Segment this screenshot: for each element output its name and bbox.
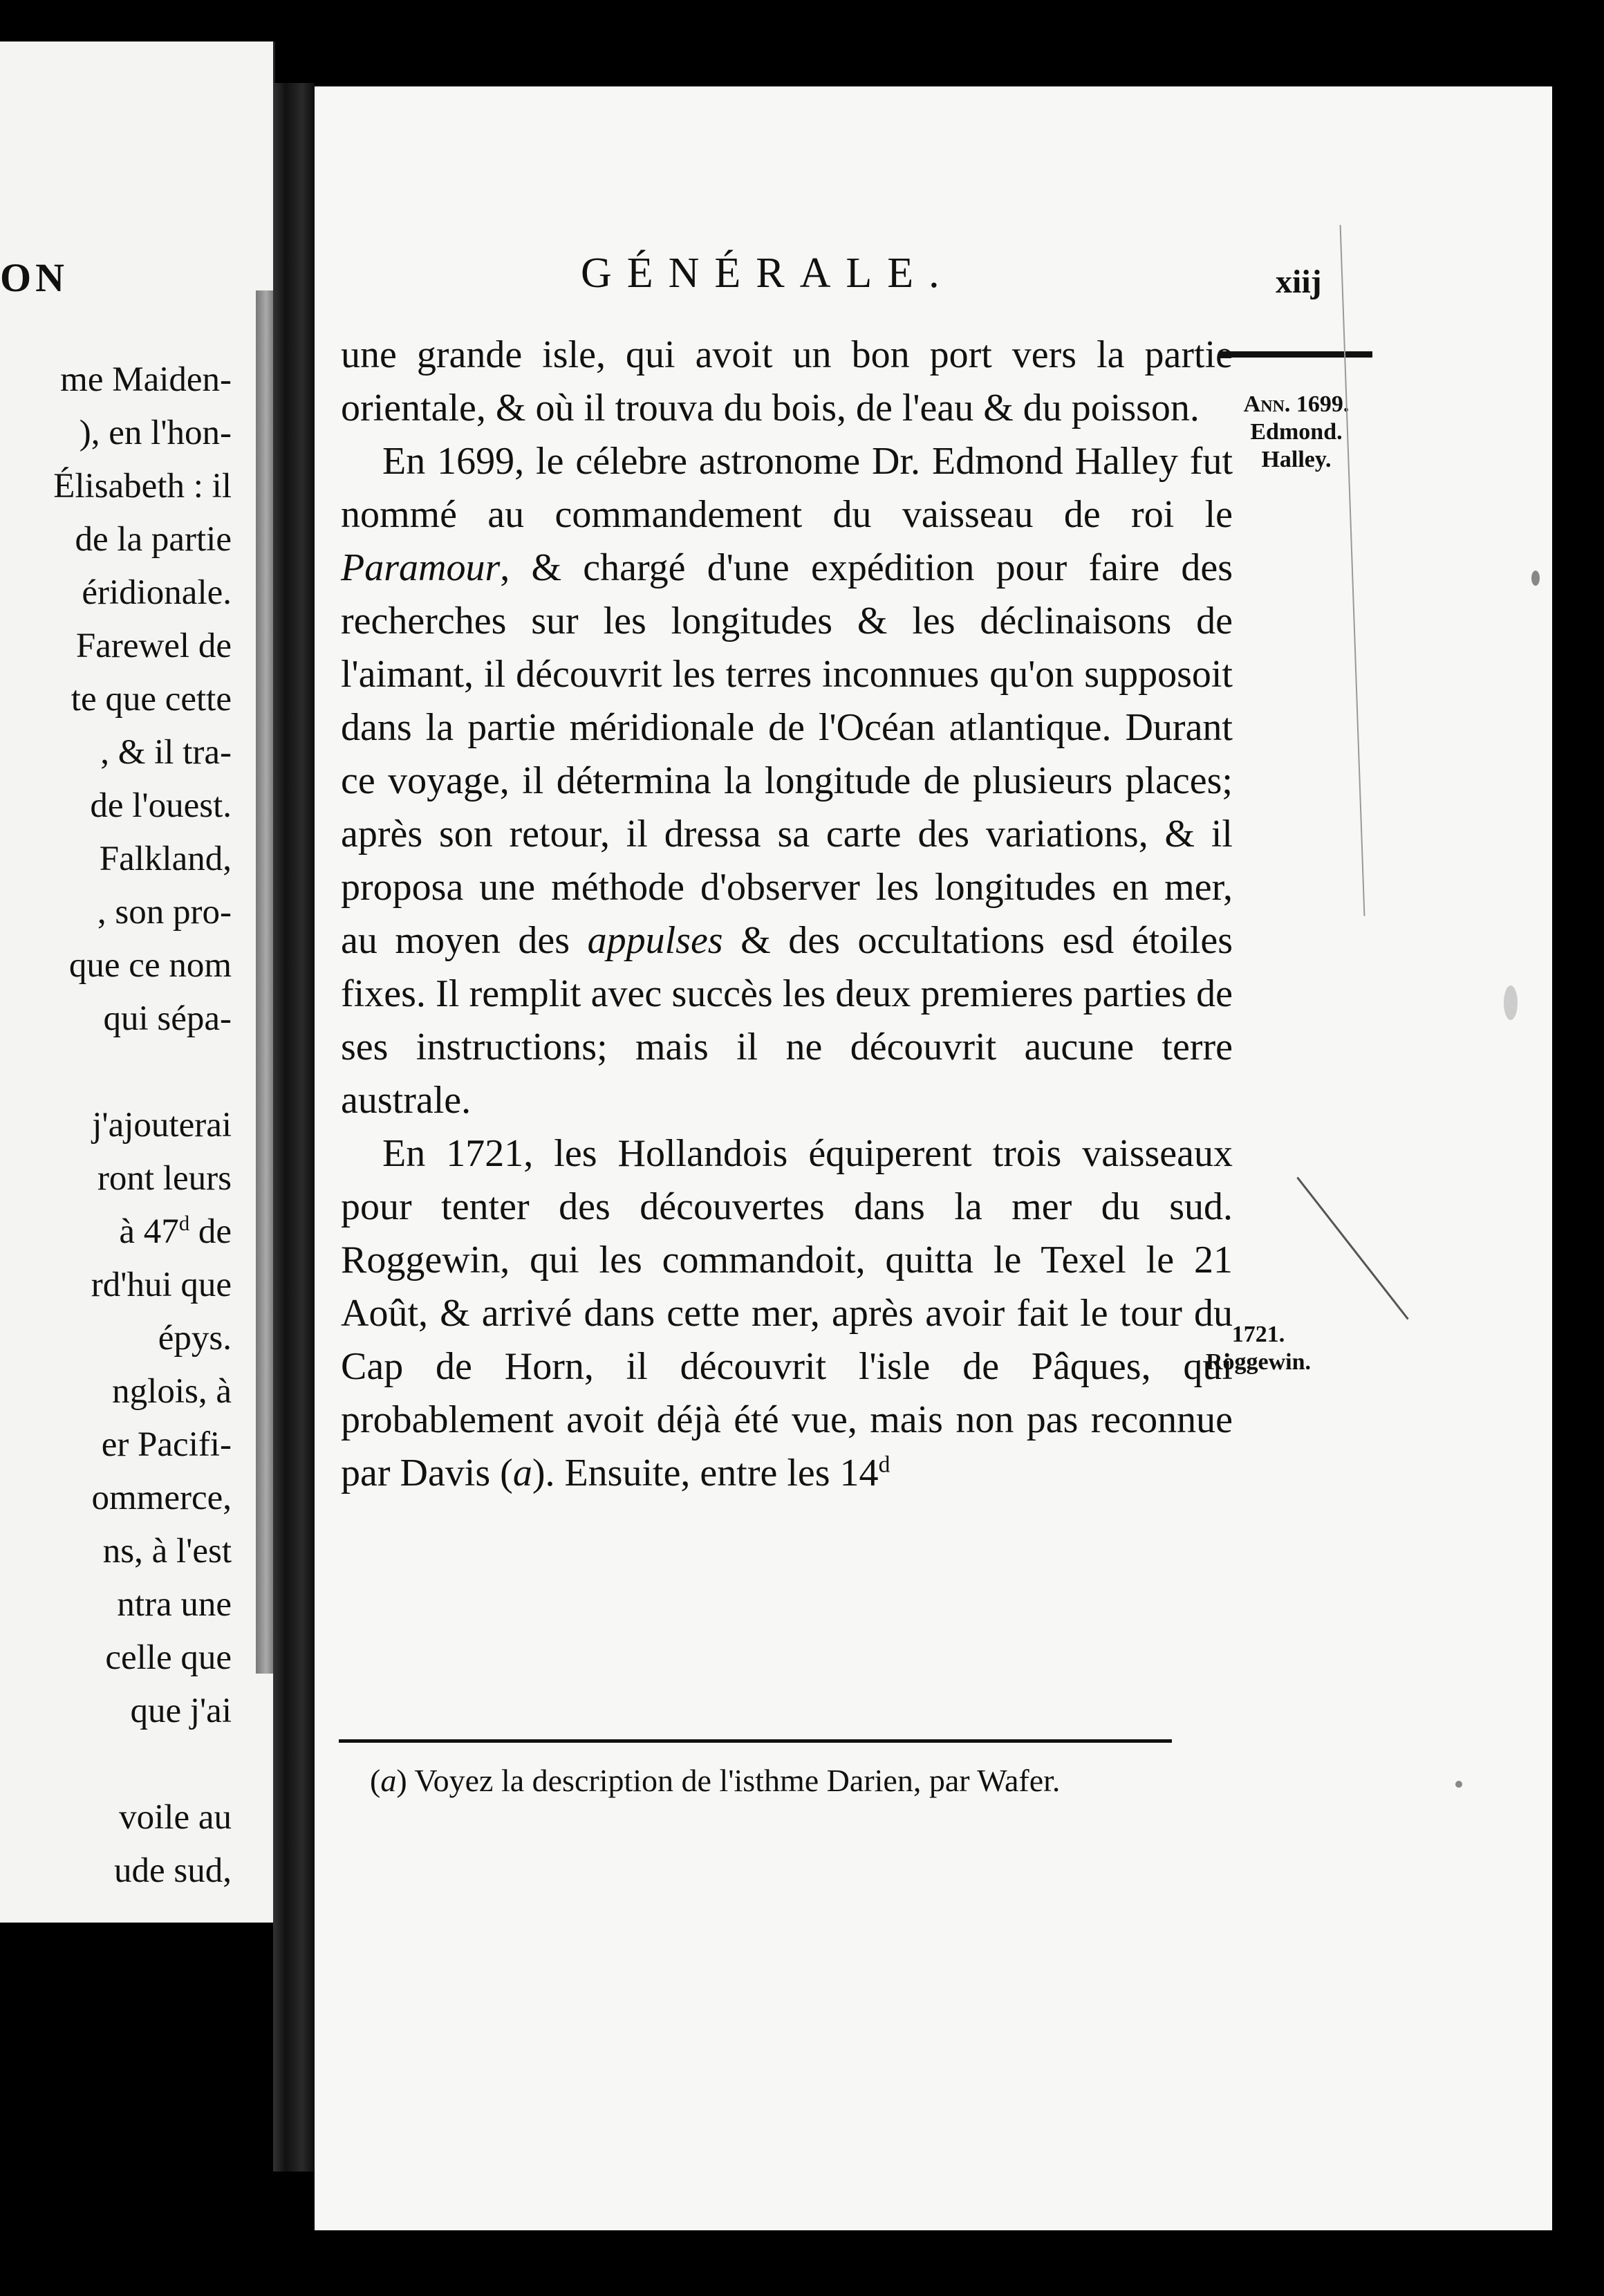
left-page-line: , son pro-: [97, 893, 232, 932]
sidenote-roggewin-year: 1721.: [1231, 1322, 1285, 1347]
paragraph-2-part-b: , & chargé d'une expédition pour faire des recherches sur les longitudes & les déclinaisons de l'aimant, il découvrit les terres inconnues qu'on supposoit dans la partie méridionale de l'Océan atlantique. Durant ce voyage, il détermina la longitude de plusieurs places; après son retour, il dressa sa carte des variations, & il proposa une méthode d'observer les longitudes en mer, au moyen des: [341, 546, 1233, 962]
left-page-line: éridionale.: [82, 573, 232, 612]
left-page-line: celle que: [105, 1638, 232, 1677]
footnote-text: ) Voyez la description de l'isthme Darien, par Wafer.: [396, 1763, 1061, 1798]
scan-speck: [1455, 1781, 1462, 1788]
term-appulses: appulses: [587, 919, 723, 962]
left-page-line: que ce nom: [68, 946, 232, 985]
sidenote-roggewin: [1189, 1321, 1327, 1376]
left-page-line: qui sépa-: [103, 999, 232, 1038]
left-page-line: de l'ouest.: [90, 786, 232, 825]
left-page-line: [119, 1212, 232, 1252]
left-page-line: de la partie: [75, 520, 232, 559]
scan-scratch: [1340, 225, 1365, 916]
paragraph-2: [341, 435, 1233, 1127]
margin-rule: [1220, 351, 1372, 358]
left-page-line: ntra une: [117, 1585, 232, 1624]
left-page-line: , & il tra-: [100, 733, 232, 772]
sidenote-halley-year: Ann. 1699.: [1243, 391, 1350, 417]
left-page-line-text: à 47: [119, 1212, 179, 1251]
left-page-line: que j'ai: [130, 1692, 232, 1730]
paragraph-3-part-b: ). Ensuite, entre les 14: [532, 1452, 879, 1494]
book-gutter: [273, 83, 315, 2172]
left-page-line: épys.: [158, 1319, 232, 1358]
ship-name: Paramour: [341, 546, 501, 589]
page-number: xiij: [1276, 263, 1322, 300]
paragraph-1: une grande isle, qui avoit un bon port vers la partie orientale, & où il trouva du bois, de l'eau & du poisson.: [341, 333, 1233, 429]
footnote-open-paren: (: [370, 1763, 381, 1798]
footnote: [339, 1760, 1196, 1802]
footnote-mark: a: [380, 1763, 397, 1798]
page-header: [581, 249, 1549, 304]
left-page-line: ommerce,: [91, 1479, 232, 1517]
paragraph-2-part-c: & des occultations esd étoiles fixes. Il remplit avec succès les deux premieres parties de ses instructions; mais il ne découvrit aucune terre australe.: [341, 919, 1233, 1122]
left-page-line: ude sud,: [114, 1851, 232, 1890]
left-page-line: Farewel de: [75, 627, 232, 665]
sidenote-halley-name1: Edmond.: [1250, 419, 1343, 445]
running-title: GÉNÉRALE.: [581, 250, 955, 297]
degree-superscript: d: [878, 1452, 890, 1478]
left-facing-page: [0, 41, 275, 1923]
scan-speck: [1531, 571, 1540, 586]
scan-speck: [1504, 985, 1518, 1020]
left-page-degree-superscript: d: [178, 1212, 190, 1235]
footnote-reference: a: [512, 1452, 532, 1494]
left-page-line: Élisabeth : il: [53, 467, 232, 506]
left-page-line: ), en l'hon-: [79, 414, 232, 452]
footnote-rule: [339, 1739, 1172, 1743]
left-page-line: Falkland,: [99, 840, 232, 878]
sidenote-halley-name2: Halley.: [1261, 447, 1332, 472]
scan-scratch: [1296, 1177, 1408, 1320]
left-page-line: rd'hui que: [91, 1266, 232, 1304]
left-page-line-tail: de: [189, 1212, 232, 1251]
left-page-header-fragment: ON: [0, 255, 68, 300]
left-page-line: nglois, à: [112, 1372, 232, 1411]
left-page-line: j'ajouterai: [92, 1106, 232, 1145]
left-page-line: me Maiden-: [60, 360, 232, 399]
left-page-line: ront leurs: [97, 1159, 232, 1198]
sidenote-halley: [1206, 391, 1386, 474]
sidenote-roggewin-name: Roggewin.: [1205, 1349, 1312, 1375]
body-text: [341, 328, 1233, 1500]
paragraph-2-part-a: En 1699, le célebre astronome Dr. Edmond Halley fut nommé au commandement du vaisseau de roi le: [341, 440, 1233, 536]
left-page-line: ns, à l'est: [102, 1532, 232, 1571]
main-page: [315, 86, 1552, 2230]
paragraph-3: [341, 1127, 1233, 1500]
left-page-line: voile au: [119, 1798, 232, 1837]
paragraph-3-part-a: En 1721, les Hollandois équiperent trois vaisseaux pour tenter des découvertes dans la mer du sud. Roggewin, qui les commandoit, quitta le Texel le 21 Août, & arrivé dans cette mer, après avoir fait le tour du Cap de Horn, il découvrit l'isle de Pâques, qui probablement avoit déjà été vue, mais non pas reconnue par Davis (: [341, 1132, 1233, 1494]
left-page-line: er Pacifi-: [101, 1425, 232, 1464]
left-page-line: te que cette: [71, 680, 232, 719]
